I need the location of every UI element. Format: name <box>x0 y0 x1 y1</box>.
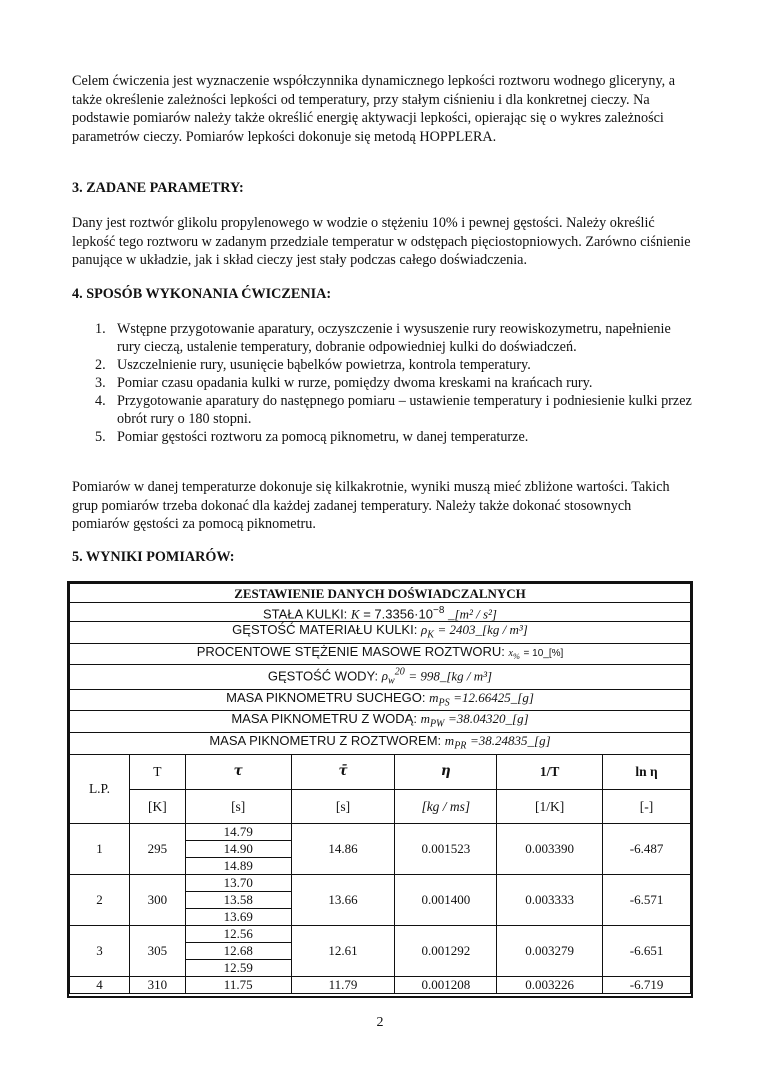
cell-t: 305 <box>129 925 185 976</box>
param-label: PROCENTOWE STĘŻENIE MASOWE ROZTWORU: <box>196 643 505 659</box>
step-text: Przygotowanie aparatury do następnego pomiaru – ustawienie temperatury i podniesienie kulki przez obrót rury o 180 stopni. <box>117 393 692 427</box>
step-text: Pomiar gęstości roztworu za pomocą piknometru, w danej temperaturze. <box>117 429 529 445</box>
cell-tau: 14.90 <box>185 840 291 857</box>
step-number: 4. <box>95 393 106 409</box>
col-header-ln-eta: ln η <box>603 754 691 789</box>
param-label: STAŁA KULKI: <box>263 606 348 622</box>
cell-tau: 14.79 <box>185 823 291 840</box>
col-unit-inv-t: [1/K] <box>497 789 603 823</box>
cell-eta: 0.001523 <box>395 823 497 874</box>
param-symbol: $\rho_w^{20}$ <box>381 666 405 687</box>
ball-constant-row <box>70 603 691 622</box>
cell-ln-eta: -6.719 <box>603 976 691 993</box>
table-row <box>70 976 691 993</box>
cell-tau: 14.89 <box>185 857 291 874</box>
procedure-note-paragraph: Pomiarów w danej temperaturze dokonuje się kilkakrotnie, wyniki muszą mieć zbliżone wartości. Takich grup pomiarów trzeba dokonać dla każdej zadanej temperatury. Należy także dokonać stosownych pomiarów gęstości za pomocą piknometru. <box>72 479 670 532</box>
cell-ln-eta: -6.651 <box>603 925 691 976</box>
param-label: MASA PIKNOMETRU Z WODĄ: <box>231 711 417 727</box>
cell-lp: 2 <box>70 874 130 925</box>
param-symbol: $m_{PW}$ <box>420 711 445 731</box>
cell-tau: 12.56 <box>185 925 291 942</box>
pycnometer-solution-row <box>70 733 691 755</box>
cell-ln-eta: -6.487 <box>603 823 691 874</box>
section-4-heading: 4. SPOSÓB WYKONANIA ĆWICZENIA: <box>72 286 332 302</box>
param-symbol: $x_{\%}$ <box>508 647 520 661</box>
concentration-row <box>70 643 691 664</box>
col-unit-eta: [kg / ms] <box>395 789 497 823</box>
step-number: 3. <box>95 375 106 391</box>
page-number: 2 <box>376 1015 384 1030</box>
cell-tau-mean: 11.79 <box>291 976 395 993</box>
param-value: = 998_[kg / m³] <box>408 668 493 684</box>
cell-t: 310 <box>129 976 185 993</box>
param-label: GĘSTOŚĆ MATERIAŁU KULKI: <box>232 622 418 638</box>
list-item <box>72 356 692 374</box>
param-symbol: $m_{PS}$ <box>429 689 450 709</box>
col-unit-t: [K] <box>129 789 185 823</box>
col-header-inv-t: 1/T <box>497 754 603 789</box>
cell-inv-t: 0.003226 <box>497 976 603 993</box>
cell-tau: 13.70 <box>185 874 291 891</box>
cell-tau: 13.58 <box>185 891 291 908</box>
table-row <box>70 925 691 942</box>
cell-inv-t: 0.003390 <box>497 823 603 874</box>
cell-tau: 13.69 <box>185 908 291 925</box>
section-3-paragraph: Dany jest roztwór glikolu propylenowego w wodzie o stężeniu 10% i pewnej gęstości. Należy określić lepkość tego roztworu w zadanym przedziale temperatur w odstępach pięciostopniowych. Zarówno ciśnienie panujące w układzie, jak i skład cieczy jest stały podczas całego doświadczenia. <box>72 215 691 268</box>
section-5-heading: 5. WYNIKI POMIARÓW: <box>72 549 235 565</box>
section-3-heading: 3. ZADANE PARAMETRY: <box>72 180 244 196</box>
param-label: MASA PIKNOMETRU Z ROZTWOREM: <box>209 733 442 749</box>
list-item <box>72 428 692 446</box>
param-symbol: $m_{PR}$ <box>444 733 467 752</box>
step-number: 2. <box>95 357 106 373</box>
param-value: =12.66425_[g] <box>453 689 534 705</box>
cell-inv-t: 0.003279 <box>497 925 603 976</box>
cell-t: 300 <box>129 874 185 925</box>
step-text: Wstępne przygotowanie aparatury, oczyszczenie i wysuszenie rury reowiskozymetru, napełnienie rury cieczą, ustalenie temperatury, dobranie odpowiedniej kulki do doświadczeń. <box>117 321 671 355</box>
cell-tau: 12.68 <box>185 942 291 959</box>
intro-paragraph: Celem ćwiczenia jest wyznaczenie współczynnika dynamicznego lepkości roztworu wodnego gliceryny, a także określenie zależności lepkości od temperatury, przy stałym ciśnieniu i dla konkretnej cieczy. Na podstawie pomiarów należy także określić energię aktywacji lepkości, opierając się o wykres zależności parametrów cieczy. Pomiarów lepkości dokonuje się metodą HOPPLERA. <box>72 73 676 145</box>
step-text: Uszczelnienie rury, usunięcie bąbelków powietrza, kontrola temperatury. <box>117 357 531 373</box>
step-number: 5. <box>95 429 106 445</box>
cell-tau-mean: 13.66 <box>291 874 395 925</box>
procedure-steps-list <box>72 320 692 446</box>
cell-inv-t: 0.003333 <box>497 874 603 925</box>
pycnometer-water-row <box>70 711 691 733</box>
list-item <box>72 392 692 428</box>
list-item <box>72 374 692 392</box>
param-label: MASA PIKNOMETRU SUCHEGO: <box>226 689 426 705</box>
cell-lp: 3 <box>70 925 130 976</box>
cell-t: 295 <box>129 823 185 874</box>
param-label: GĘSTOŚĆ WODY: <box>267 668 379 684</box>
col-header-lp: L.P. <box>70 754 130 823</box>
ball-density-row <box>70 622 691 644</box>
col-unit-ln-eta: [-] <box>603 789 691 823</box>
water-density-row <box>70 664 691 689</box>
param-symbol: $\rho_K$ <box>420 622 434 641</box>
param-value: =38.24835_[g] <box>470 733 551 749</box>
col-header-tau-mean: τ̄ <box>291 754 395 789</box>
results-table <box>69 583 691 994</box>
col-header-t: T <box>129 754 185 789</box>
param-unit: _[m² / s²] <box>448 606 497 622</box>
step-text: Pomiar czasu opadania kulki w rurze, pomiędzy dwoma kreskami na krańcach rury. <box>117 375 593 391</box>
cell-lp: 1 <box>70 823 130 874</box>
param-value: = 10_[%] <box>523 647 564 659</box>
cell-tau: 12.59 <box>185 959 291 976</box>
cell-eta: 0.001208 <box>395 976 497 993</box>
param-symbol: K <box>350 606 360 622</box>
cell-eta: 0.001400 <box>395 874 497 925</box>
param-value: = 7.3356·10 <box>363 606 433 622</box>
param-value: =38.04320_[g] <box>448 711 529 727</box>
cell-ln-eta: -6.571 <box>603 874 691 925</box>
cell-tau: 11.75 <box>185 976 291 993</box>
list-item <box>72 320 692 356</box>
col-unit-tau: [s] <box>185 789 291 823</box>
table-title: ZESTAWIENIE DANYCH DOŚWIADCZALNYCH <box>70 584 691 603</box>
param-exponent: −8 <box>432 605 445 616</box>
cell-tau-mean: 14.86 <box>291 823 395 874</box>
col-header-eta: η <box>395 754 497 789</box>
dry-pycnometer-row <box>70 689 691 711</box>
table-row <box>70 874 691 891</box>
col-unit-tau-mean: [s] <box>291 789 395 823</box>
cell-lp: 4 <box>70 976 130 993</box>
table-row <box>70 823 691 840</box>
step-number: 1. <box>95 321 106 337</box>
param-value: = 2403_[kg / m³] <box>437 622 528 638</box>
cell-eta: 0.001292 <box>395 925 497 976</box>
col-header-tau: τ <box>185 754 291 789</box>
cell-tau-mean: 12.61 <box>291 925 395 976</box>
